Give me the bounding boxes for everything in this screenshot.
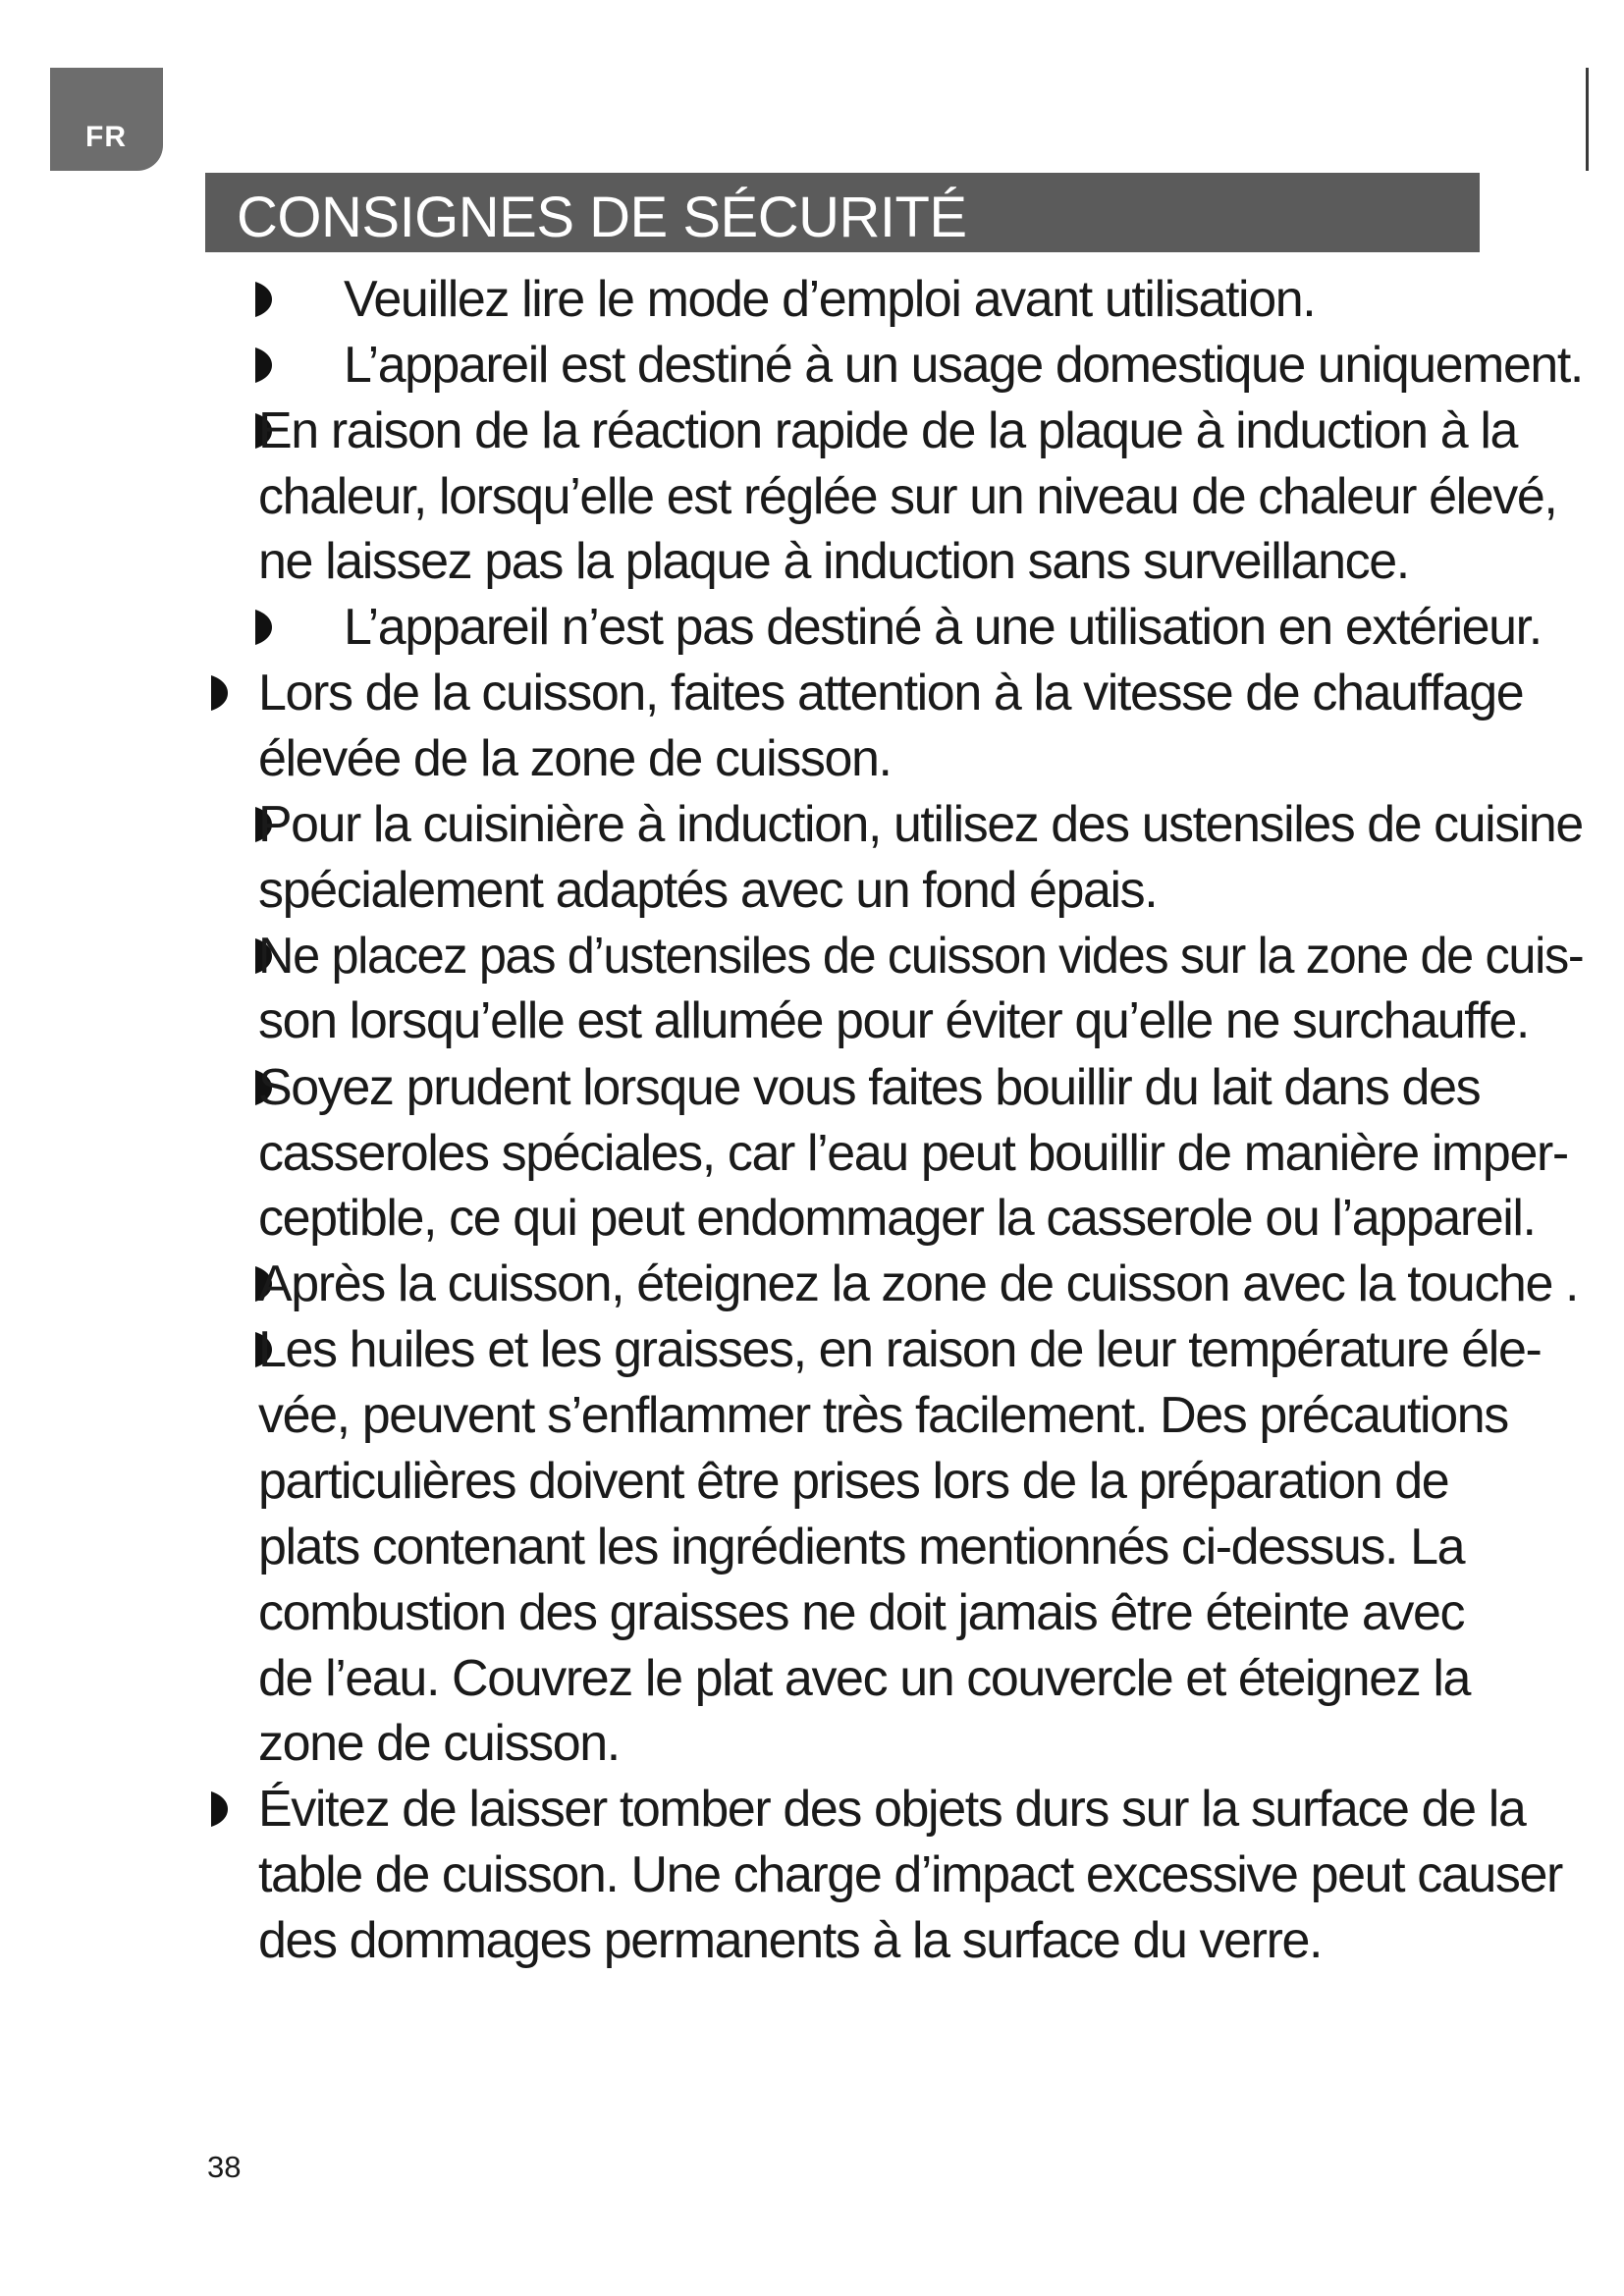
instruction-line: Évitez de laisser tomber des objets durs sur la surface de la	[258, 1781, 1526, 1838]
instruction-line: chaleur, lorsqu’elle est réglée sur un niveau de chaleur élevé,	[258, 468, 1557, 525]
instruction-line: élevée de la zone de cuisson.	[258, 730, 892, 787]
instruction-line: de l’eau. Couvrez le plat avec un couvercle et éteignez la	[258, 1650, 1471, 1707]
instruction-line: zone de cuisson.	[258, 1715, 620, 1772]
instruction-line: son lorsqu’elle est allumée pour éviter qu’elle ne surchauffe.	[258, 992, 1529, 1049]
instruction-line: des dommages permanents à la surface du verre.	[258, 1912, 1323, 1969]
section-title: CONSIGNES DE SÉCURITÉ	[237, 186, 967, 249]
bullet-icon	[209, 1789, 229, 1829]
bullet-icon	[209, 673, 229, 713]
instruction-line: combustion des graisses ne doit jamais être éteinte avec	[258, 1584, 1465, 1641]
instruction-line: L’appareil n’est pas destiné à une utilisation en extérieur.	[344, 599, 1542, 656]
instruction-line: Soyez prudent lorsque vous faites bouillir du lait dans des	[258, 1059, 1481, 1116]
instruction-line: spécialement adaptés avec un fond épais.	[258, 862, 1158, 919]
instruction-line: vée, peuvent s’enflammer très facilement. Des précautions	[258, 1387, 1508, 1444]
instruction-line: En raison de la réaction rapide de la plaque à induction à la	[258, 402, 1517, 459]
instruction-line: ceptible, ce qui peut endommager la casserole ou l’appareil.	[258, 1190, 1536, 1247]
instruction-line: L’appareil est destiné à un usage domestique uniquement.	[344, 337, 1583, 394]
instruction-line: Après la cuisson, éteignez la zone de cuisson avec la touche .	[258, 1255, 1579, 1312]
bullet-icon	[253, 608, 273, 647]
bullet-icon	[253, 346, 273, 385]
instruction-line: casseroles spéciales, car l’eau peut bouillir de manière imper-	[258, 1125, 1568, 1182]
instruction-line: ne laissez pas la plaque à induction sans surveillance.	[258, 533, 1409, 590]
edge-rule	[1586, 68, 1589, 171]
instruction-line: plats contenant les ingrédients mentionnés ci-dessus. La	[258, 1519, 1465, 1575]
instruction-line: Veuillez lire le mode d’emploi avant utilisation.	[344, 271, 1316, 328]
bullet-icon	[253, 280, 273, 319]
instruction-line: Les huiles et les graisses, en raison de leur température éle-	[258, 1321, 1542, 1378]
instruction-line: Lors de la cuisson, faites attention à la vitesse de chauffage	[258, 665, 1524, 721]
language-code: FR	[85, 121, 127, 153]
section-title-bar	[205, 173, 1480, 252]
instruction-line: Ne placez pas d’ustensiles de cuisson vides sur la zone de cuis-	[258, 928, 1584, 985]
instruction-line: particulières doivent être prises lors de la préparation de	[258, 1453, 1449, 1510]
instruction-line: table de cuisson. Une charge d’impact excessive peut causer	[258, 1846, 1562, 1903]
language-tab	[50, 68, 163, 171]
page-number: 38	[207, 2150, 242, 2184]
instruction-line: Pour la cuisinière à induction, utilisez des ustensiles de cuisine	[258, 796, 1583, 853]
